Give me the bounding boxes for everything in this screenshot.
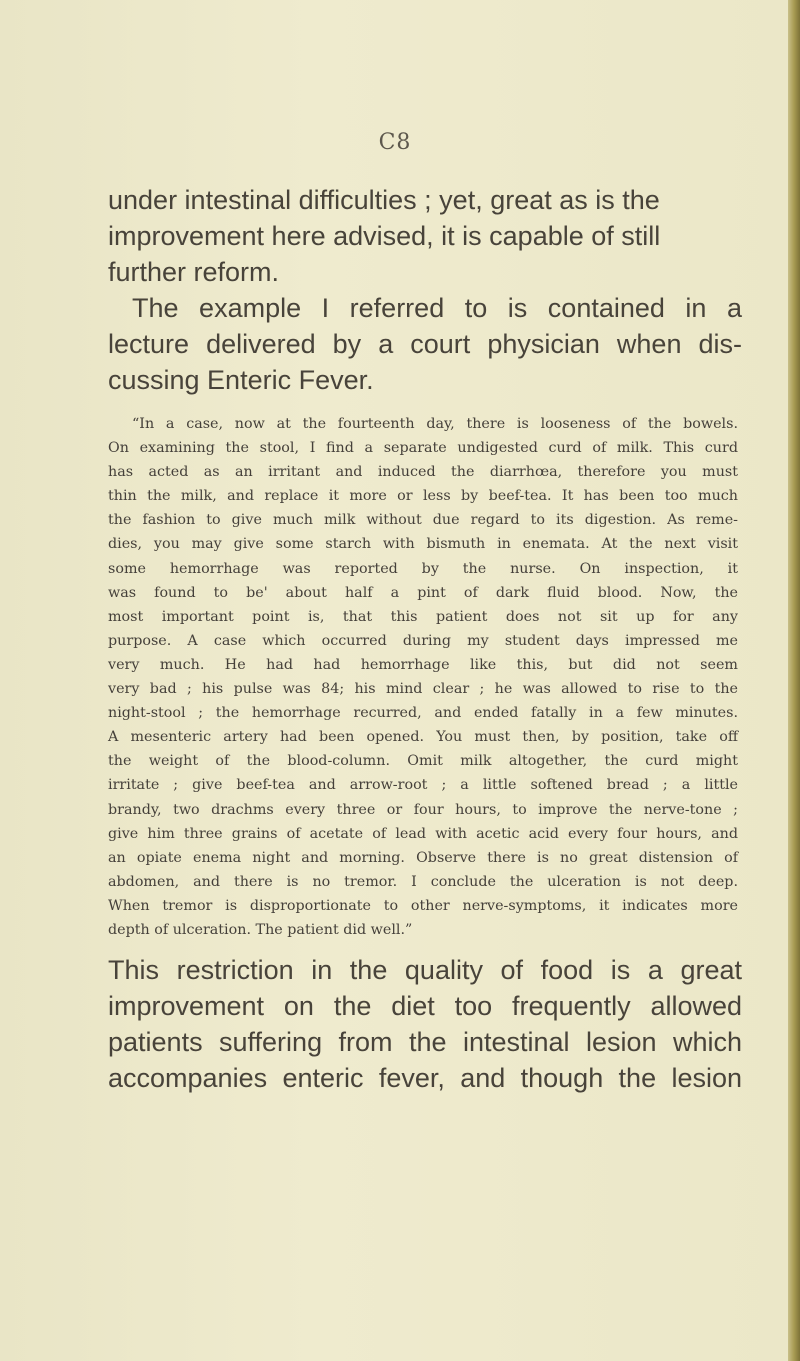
- quote-line: A mesenteric artery had been opened. You must then, by position, take off: [108, 729, 738, 746]
- text-line: patients suffering from the intestinal lesion which: [108, 1027, 742, 1057]
- paragraph-continued: [108, 182, 742, 290]
- quote-line: some hemorrhage was reported by the nurse. On inspection, it: [108, 560, 738, 577]
- text-line: under intestinal difficulties ; yet, great as is the: [108, 185, 660, 215]
- quote-line: an opiate enema night and morning. Observe there is no great distension of: [108, 849, 738, 866]
- text-line: This restriction in the quality of food is a great: [108, 955, 742, 985]
- quote-line: very much. He had had hemorrhage like this, but did not seem: [108, 656, 738, 673]
- text-line: improvement here advised, it is capable of still: [108, 221, 661, 251]
- paragraph-example: [108, 290, 742, 398]
- quote-line: very bad ; his pulse was 84; his mind clear ; he was allowed to rise to the: [108, 681, 738, 698]
- text-line: lecture delivered by a court physician when dis-: [108, 329, 742, 359]
- quote-line: night-stool ; the hemorrhage recurred, and ended fatally in a few minutes.: [108, 705, 738, 722]
- quote-line: the fashion to give much milk without due regard to its digestion. As reme-: [108, 512, 738, 529]
- paragraph-restriction: [108, 952, 742, 1096]
- quote-line: has acted as an irritant and induced the diarrhœa, therefore you must: [108, 464, 738, 481]
- quote-line: thin the milk, and replace it more or less by beef-tea. It has been too much: [108, 488, 738, 505]
- quote-line: the weight of the blood-column. Omit milk altogether, the curd might: [108, 753, 738, 770]
- quote-line: purpose. A case which occurred during my student days impressed me: [108, 632, 738, 649]
- text-line: accompanies enteric fever, and though the lesion: [108, 1063, 742, 1093]
- text-line: improvement on the diet too frequently allowed: [108, 991, 742, 1021]
- page-edge: [788, 0, 800, 1361]
- quote-line: most important point is, that this patient does not sit up for any: [108, 608, 738, 625]
- quote-line: give him three grains of acetate of lead with acetic acid every four hours, and: [108, 825, 738, 842]
- quote-line: When tremor is disproportionate to other nerve-symptoms, it indicates more: [108, 897, 738, 914]
- quote-line: depth of ulceration. The patient did well.”: [108, 921, 413, 938]
- quote-line: abdomen, and there is no tremor. I conclude the ulceration is not deep.: [108, 873, 738, 890]
- quote-line: dies, you may give some starch with bismuth in enemata. At the next visit: [108, 536, 738, 553]
- page-number: C8: [378, 130, 412, 155]
- quote-line: On examining the stool, I find a separate undigested curd of milk. This curd: [108, 440, 738, 457]
- text-line: cussing Enteric Fever.: [108, 365, 374, 395]
- quote-line: brandy, two drachms every three or four hours, to improve the nerve-tone ;: [108, 801, 738, 818]
- quote-line: was found to be' about half a pint of dark fluid blood. Now, the: [108, 584, 738, 601]
- text-line: The example I referred to is contained in a: [132, 293, 742, 323]
- quote-line: “In a case, now at the fourteenth day, there is looseness of the bowels.: [132, 416, 738, 432]
- quote-line: irritate ; give beef-tea and arrow-root ; a little softened bread ; a little: [108, 777, 738, 794]
- text-line: further reform.: [108, 257, 280, 287]
- lecture-quote: [108, 412, 738, 942]
